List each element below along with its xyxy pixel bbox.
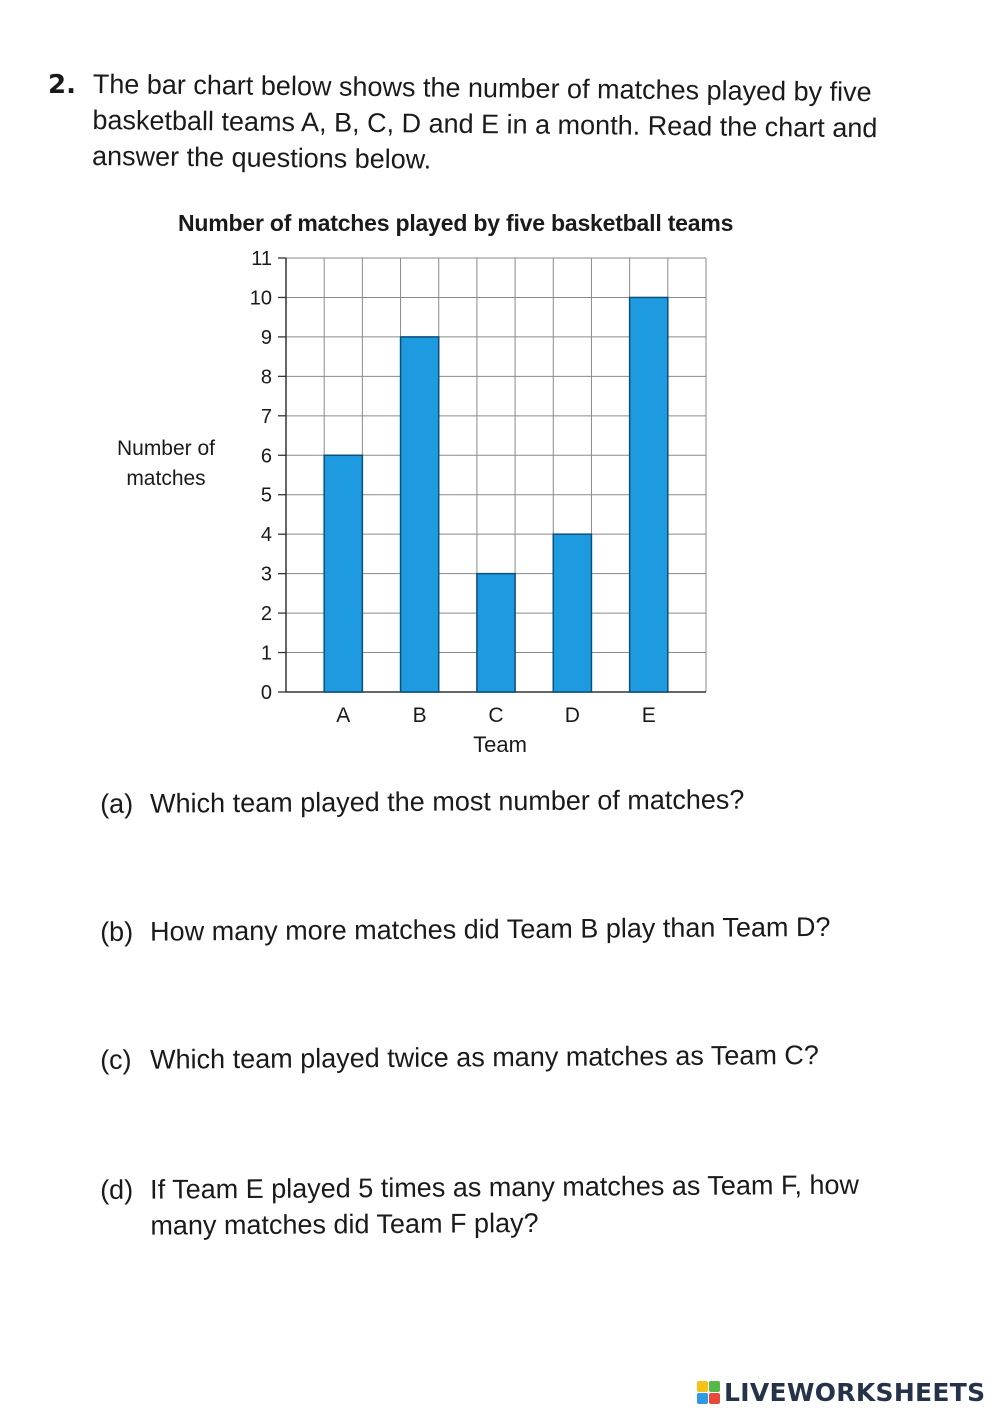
question-c-label: (c) xyxy=(100,1044,132,1075)
question-a-label: (a) xyxy=(100,788,134,819)
question-a-text: Which team played the most number of matches? xyxy=(150,784,745,819)
question-intro: The bar chart below shows the number of matches played by five basketball teams A, B, C, D and E in a month. Read the chart and answer the questions below. xyxy=(91,68,878,175)
question-c-text: Which team played twice as many matches as Team C? xyxy=(150,1039,819,1075)
question-d-label: (d) xyxy=(100,1174,134,1205)
y-tick-label: 11 xyxy=(251,248,272,270)
y-tick-label: 0 xyxy=(260,682,272,704)
question-d xyxy=(100,1167,880,1244)
y-tick-label: 8 xyxy=(260,366,272,389)
y-tick-label: 7 xyxy=(260,405,272,428)
chart-title: Number of matches played by five basketball teams xyxy=(178,210,734,236)
liveworksheets-watermark xyxy=(697,1378,985,1407)
liveworksheets-logo-icon xyxy=(697,1381,720,1404)
x-tick-label: E xyxy=(641,704,656,727)
y-axis-label: Number of matches xyxy=(116,437,216,490)
bar-d xyxy=(553,534,591,692)
y-tick-label: 4 xyxy=(260,524,272,547)
x-tick-label: A xyxy=(336,704,351,727)
question-b-text: How many more matches did Team B play than Team D? xyxy=(150,911,831,947)
x-tick-label: D xyxy=(564,704,580,727)
question-b xyxy=(100,909,880,950)
question-c xyxy=(100,1037,880,1078)
question-a xyxy=(100,781,880,822)
question-d-text: If Team E played 5 times as many matches as Team F, how many matches did Team F play? xyxy=(150,1169,860,1241)
bar-c xyxy=(477,574,515,692)
question-b-label: (b) xyxy=(100,916,134,947)
y-tick-label: 10 xyxy=(249,287,272,310)
x-tick-label: C xyxy=(488,704,504,727)
y-tick-label: 6 xyxy=(260,445,272,468)
y-tick-label: 9 xyxy=(260,326,272,349)
bar-e xyxy=(630,297,668,692)
y-tick-label: 1 xyxy=(260,642,272,665)
question-number: 2. xyxy=(48,70,76,100)
x-axis-label: Team xyxy=(473,732,527,757)
x-tick-label: B xyxy=(412,704,427,727)
y-tick-label: 5 xyxy=(260,484,272,507)
bar-a xyxy=(324,455,362,692)
y-tick-label: 3 xyxy=(260,563,272,586)
watermark-text: LIVEWORKSHEETS xyxy=(724,1378,986,1407)
bar-b xyxy=(401,337,439,692)
y-tick-label: 2 xyxy=(260,603,272,626)
